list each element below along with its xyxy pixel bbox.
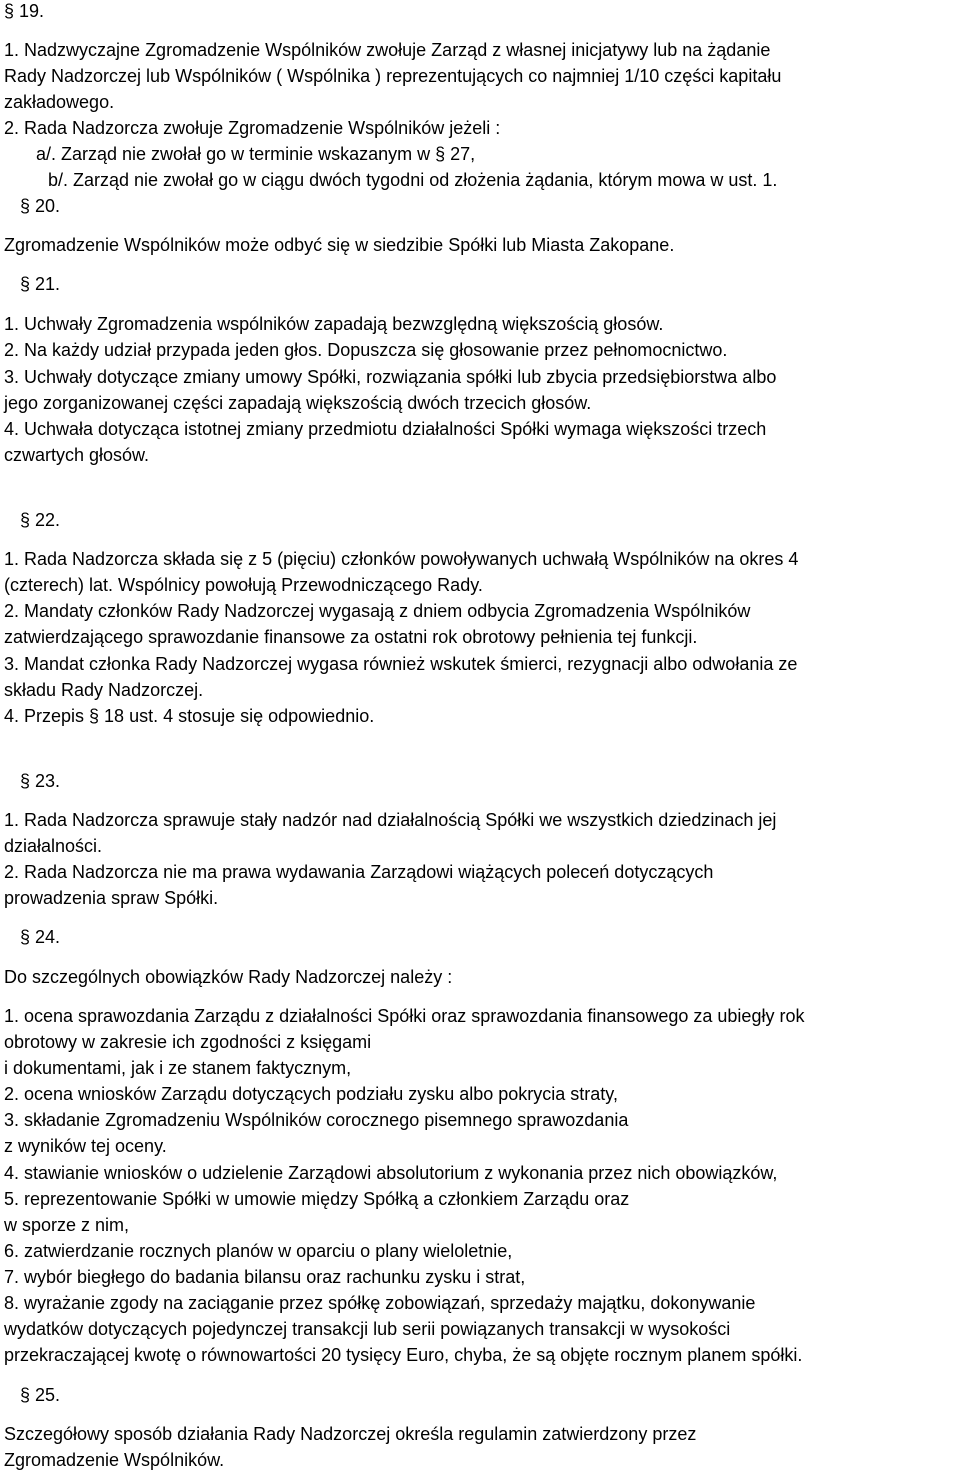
section-24-item-8-line-1: 8. wyrażanie zgody na zaciąganie przez spółkę zobowiązań, sprzedaży majątku, dokonywanie [4,1293,756,1313]
section-24-item-5-line-1: 5. reprezentowanie Spółki w umowie między Spółką a członkiem Zarządu oraz [4,1189,630,1209]
section-24-item-1-line-1: 1. ocena sprawozdania Zarządu z działalności Spółki oraz sprawozdania finansowego za ubiegły rok [4,1006,805,1026]
section-24-intro: Do szczególnych obowiązków Rady Nadzorczej należy : [4,967,453,987]
section-22-paragraph-2-line-1: 2. Mandaty członków Rady Nadzorczej wygasają z dniem odbycia Zgromadzenia Wspólników [4,601,751,621]
section-23-paragraph-2-line-1: 2. Rada Nadzorcza nie ma prawa wydawania Zarządowi wiążących poleceń dotyczących [4,862,714,882]
section-24-item-1-line-3: i dokumentami, jak i ze stanem faktycznym, [4,1058,352,1078]
section-19-item-b: b/. Zarząd nie zwołał go w ciągu dwóch tygodni od złożenia żądania, którym mowa w ust. 1. [48,170,778,190]
section-22-paragraph-4: 4. Przepis § 18 ust. 4 stosuje się odpowiednio. [4,706,375,726]
section-21-paragraph-4-line-2: czwartych głosów. [4,445,150,465]
section-21-paragraph-3-line-2: jego zorganizowanej części zapadają większością dwóch trzecich głosów. [4,393,592,413]
section-19-item-a: a/. Zarząd nie zwołał go w terminie wskazanym w § 27, [36,144,476,164]
section-24-item-3-line-1: 3. składanie Zgromadzeniu Wspólników corocznego pisemnego sprawozdania [4,1110,629,1130]
section-25-heading: § 25. [20,1385,61,1405]
section-21-paragraph-2: 2. Na każdy udział przypada jeden głos. Dopuszcza się głosowanie przez pełnomocnictwo. [4,340,728,360]
section-24-item-1-line-2: obrotowy w zakresie ich zgodności z księgami [4,1032,372,1052]
section-24-item-2: 2. ocena wniosków Zarządu dotyczących podziału zysku albo pokrycia straty, [4,1084,618,1104]
section-24-item-7: 7. wybór biegłego do badania bilansu oraz rachunku zysku i strat, [4,1267,526,1287]
section-24-heading: § 24. [20,927,61,947]
section-24-item-8-line-2: wydatków dotyczących pojedynczej transakcji lub serii powiązanych transakcji w wysokości [4,1319,731,1339]
section-23-paragraph-1-line-1: 1. Rada Nadzorcza sprawuje stały nadzór nad działalnością Spółki we wszystkich dziedzinach jej [4,810,777,830]
section-21-paragraph-4-line-1: 4. Uchwała dotycząca istotnej zmiany przedmiotu działalności Spółki wymaga większości trzech [4,419,767,439]
section-19-paragraph-1-line-1: 1. Nadzwyczajne Zgromadzenie Wspólników zwołuje Zarząd z własnej inicjatywy lub na żądanie [4,40,771,60]
section-25-paragraph-line-2: Zgromadzenie Wspólników. [4,1450,225,1470]
section-19-paragraph-1-line-3: zakładowego. [4,92,115,112]
section-24-item-5-line-2: w sporze z nim, [4,1215,130,1235]
section-23-paragraph-2-line-2: prowadzenia spraw Spółki. [4,888,219,908]
section-23-heading: § 23. [20,771,61,791]
section-19-heading: § 19. [4,1,45,21]
section-24-item-3-line-2: z wyników tej oceny. [4,1136,167,1156]
section-20-paragraph: Zgromadzenie Wspólników może odbyć się w siedzibie Spółki lub Miasta Zakopane. [4,235,675,255]
section-21-heading: § 21. [20,274,61,294]
section-24-item-8-line-3: przekraczającej kwotę o równowartości 20 tysięcy Euro, chyba, że są objęte rocznym planem spółki. [4,1345,803,1365]
section-25-paragraph-line-1: Szczegółowy sposób działania Rady Nadzorczej określa regulamin zatwierdzony przez [4,1424,697,1444]
section-19-paragraph-2: 2. Rada Nadzorcza zwołuje Zgromadzenie Wspólników jeżeli : [4,118,501,138]
section-22-paragraph-2-line-2: zatwierdzającego sprawozdanie finansowe za ostatni rok obrotowy pełnienia tej funkcji. [4,627,698,647]
section-20-heading: § 20. [20,196,61,216]
section-22-paragraph-1-line-2: (czterech) lat. Wspólnicy powołują Przewodniczącego Rady. [4,575,483,595]
section-21-paragraph-1: 1. Uchwały Zgromadzenia wspólników zapadają bezwzględną większością głosów. [4,314,664,334]
section-22-heading: § 22. [20,510,61,530]
section-23-paragraph-1-line-2: działalności. [4,836,103,856]
section-21-paragraph-3-line-1: 3. Uchwały dotyczące zmiany umowy Spółki, rozwiązania spółki lub zbycia przedsiębiorstwa albo [4,367,777,387]
section-24-item-6: 6. zatwierdzanie rocznych planów w oparciu o plany wieloletnie, [4,1241,513,1261]
section-19-paragraph-1-line-2: Rady Nadzorczej lub Wspólników ( Wspólnika ) reprezentujących co najmniej 1/10 części kapitału [4,66,782,86]
section-22-paragraph-1-line-1: 1. Rada Nadzorcza składa się z 5 (pięciu) członków powoływanych uchwałą Wspólników na okres 4 [4,549,799,569]
section-24-item-4: 4. stawianie wniosków o udzielenie Zarządowi absolutorium z wykonania przez nich obowiązków, [4,1163,778,1183]
section-22-paragraph-3-line-1: 3. Mandat członka Rady Nadzorczej wygasa również wskutek śmierci, rezygnacji albo odwołania ze [4,654,798,674]
section-22-paragraph-3-line-2: składu Rady Nadzorczej. [4,680,204,700]
